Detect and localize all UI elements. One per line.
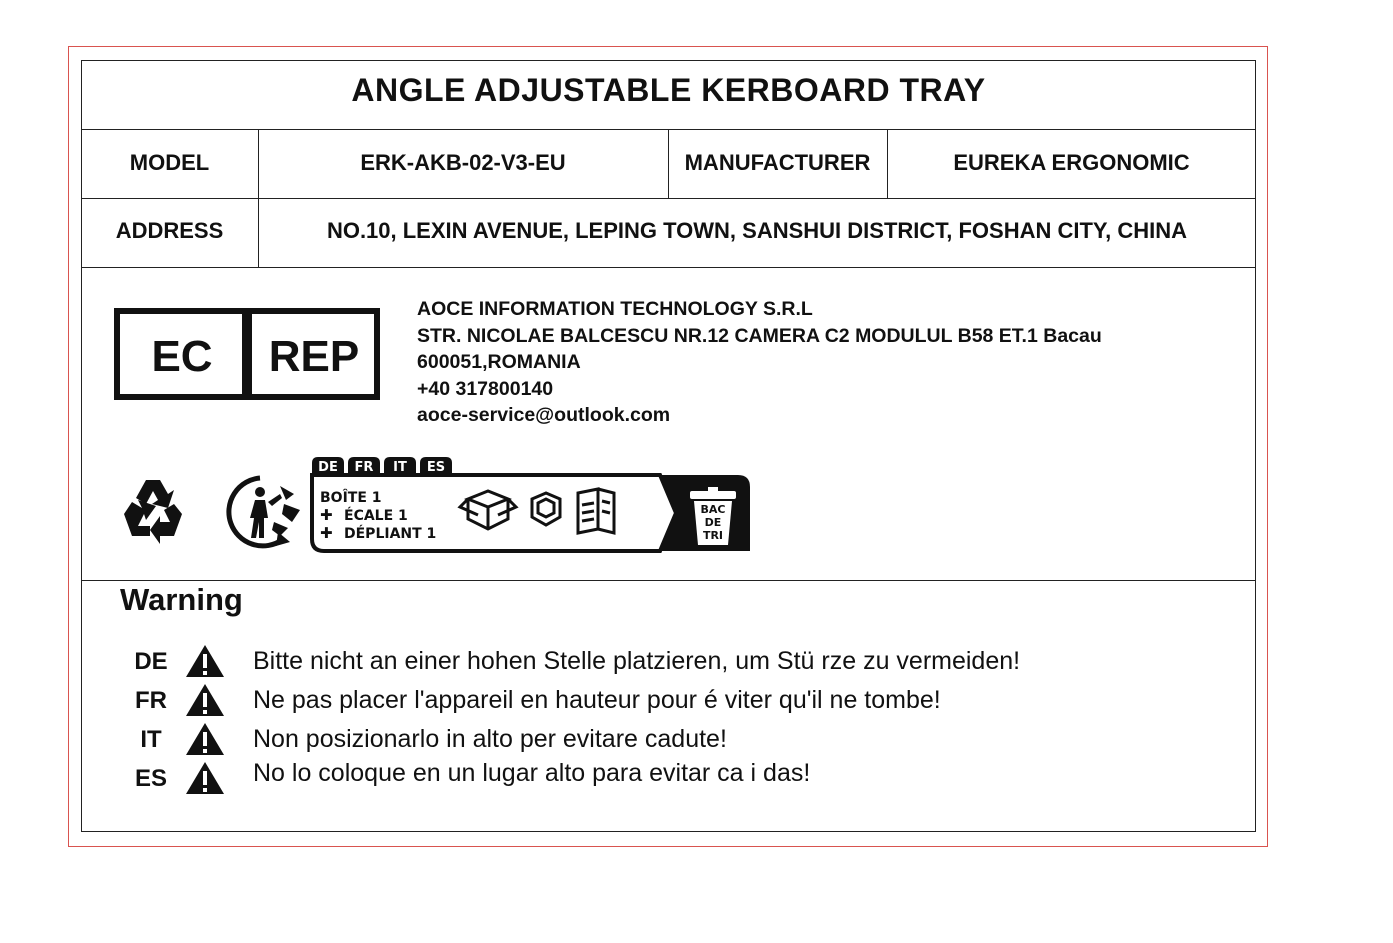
ec-rep-line: +40 317800140 [417,377,554,400]
manufacturer-value: EUREKA ERGONOMIC [953,150,1190,175]
warning-text: No lo coloque en un lugar alto para evitar ca i das! [253,759,811,787]
ec-rep-left: EC [151,332,213,381]
divider [81,580,1256,581]
ec-rep-line: aoce-service@outlook.com [417,404,671,426]
banner-item-wedge: ÉCALE 1 [344,508,408,524]
warning-row [0,759,1393,797]
lang-tab-fr: FR [354,460,374,475]
warning-lang: ES [134,765,167,792]
bin-text: DE [704,516,722,529]
warning-title: Warning [120,582,243,617]
address-label: ADDRESS [115,218,224,243]
warning-triangle-icon [185,722,225,756]
warning-triangle-icon [185,683,225,717]
warning-text: Ne pas placer l'appareil en hauteur pour é viter qu'il ne tombe! [253,686,941,714]
lang-tab-es: ES [426,460,446,475]
warning-row [0,644,1393,682]
ec-rep-line: AOCE INFORMATION TECHNOLOGY S.R.L [417,298,813,320]
warning-lang: FR [135,687,167,714]
warning-text: Bitte nicht an einer hohen Stelle platzieren, um Stü rze zu vermeiden! [253,647,1021,675]
language-tabs [312,457,452,475]
product-title: ANGLE ADJUSTABLE KERBOARD TRAY [351,72,986,108]
manufacturer-label: MANUFACTURER [684,150,871,175]
plus-icon: ✚ [320,524,333,542]
leaflet-icon [578,489,614,533]
ec-rep-address [417,296,1102,429]
banner-item-leaflet: DÉPLIANT 1 [344,526,437,542]
warning-text: Non posizionarlo in alto per evitare cadute! [253,725,727,753]
lang-tab-it: IT [393,460,407,475]
bin-text: TRI [702,529,724,542]
ec-rep-right: REP [268,332,360,381]
plus-icon: ✚ [320,506,333,524]
warning-row [0,683,1393,721]
banner-item-box: BOÎTE 1 [320,490,382,506]
recycle-icon [116,474,190,548]
ec-rep-symbol [114,308,380,400]
wedge-icon [532,493,560,525]
triman-icon [222,472,304,552]
model-label: MODEL [129,150,210,175]
divider [81,267,1256,268]
ec-rep-line: STR. NICOLAE BALCESCU NR.12 CAMERA C2 MODULUL B58 ET.1 Bacau [417,324,1102,347]
ec-rep-line: 600051,ROMANIA [417,351,581,373]
model-value: ERK-AKB-02-V3-EU [360,150,566,175]
bin-text: BAC [700,503,726,516]
warning-triangle-icon [185,644,225,678]
address-value: NO.10, LEXIN AVENUE, LEPING TOWN, SANSHUI DISTRICT, FOSHAN CITY, CHINA [326,218,1188,243]
warning-row [0,722,1393,760]
lang-tab-de: DE [318,460,338,475]
triman-info-banner [308,455,754,555]
box-icon [460,491,516,529]
warning-triangle-icon [185,761,225,795]
warning-lang: IT [140,726,162,753]
warning-lang: DE [134,648,168,675]
